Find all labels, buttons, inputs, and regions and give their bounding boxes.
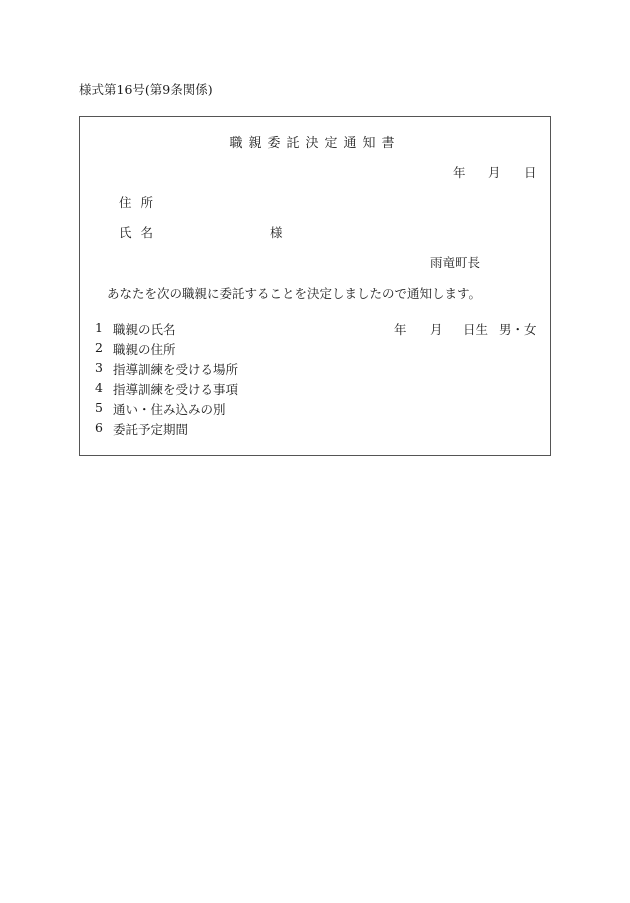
item-label: 指導訓練を受ける場所 (113, 362, 239, 377)
date-day-label: 日 (524, 165, 537, 180)
item-number: 2 (95, 340, 103, 355)
honorific: 様 (270, 225, 283, 240)
issuer-name: 雨竜町長 (430, 255, 481, 270)
notice-body-text: あなたを次の職親に委託することを決定しましたので通知します。 (107, 286, 482, 301)
item-label: 指導訓練を受ける事項 (113, 382, 239, 397)
item-label: 委託予定期間 (113, 422, 189, 437)
item-number: 1 (95, 320, 103, 335)
form-code: 様式第16号(第9条関係) (79, 82, 213, 97)
item-label: 職親の住所 (113, 342, 176, 357)
date-month-label: 月 (488, 165, 501, 180)
item-label: 通い・住み込みの別 (113, 402, 226, 417)
birth-year-label: 年 (394, 322, 407, 337)
name-label: 氏名 (119, 225, 163, 240)
item-number: 6 (95, 420, 103, 435)
document-title: 職親委託決定通知書 (229, 136, 401, 151)
date-year-label: 年 (453, 165, 466, 180)
item-number: 3 (95, 360, 103, 375)
birth-month-label: 月 (430, 322, 443, 337)
birth-day-label: 日生 (463, 322, 489, 337)
item-label: 職親の氏名 (113, 322, 176, 337)
gender-label: 男・女 (499, 322, 537, 337)
address-label: 住所 (119, 195, 163, 210)
item-number: 5 (95, 400, 103, 415)
item-number: 4 (95, 380, 103, 395)
